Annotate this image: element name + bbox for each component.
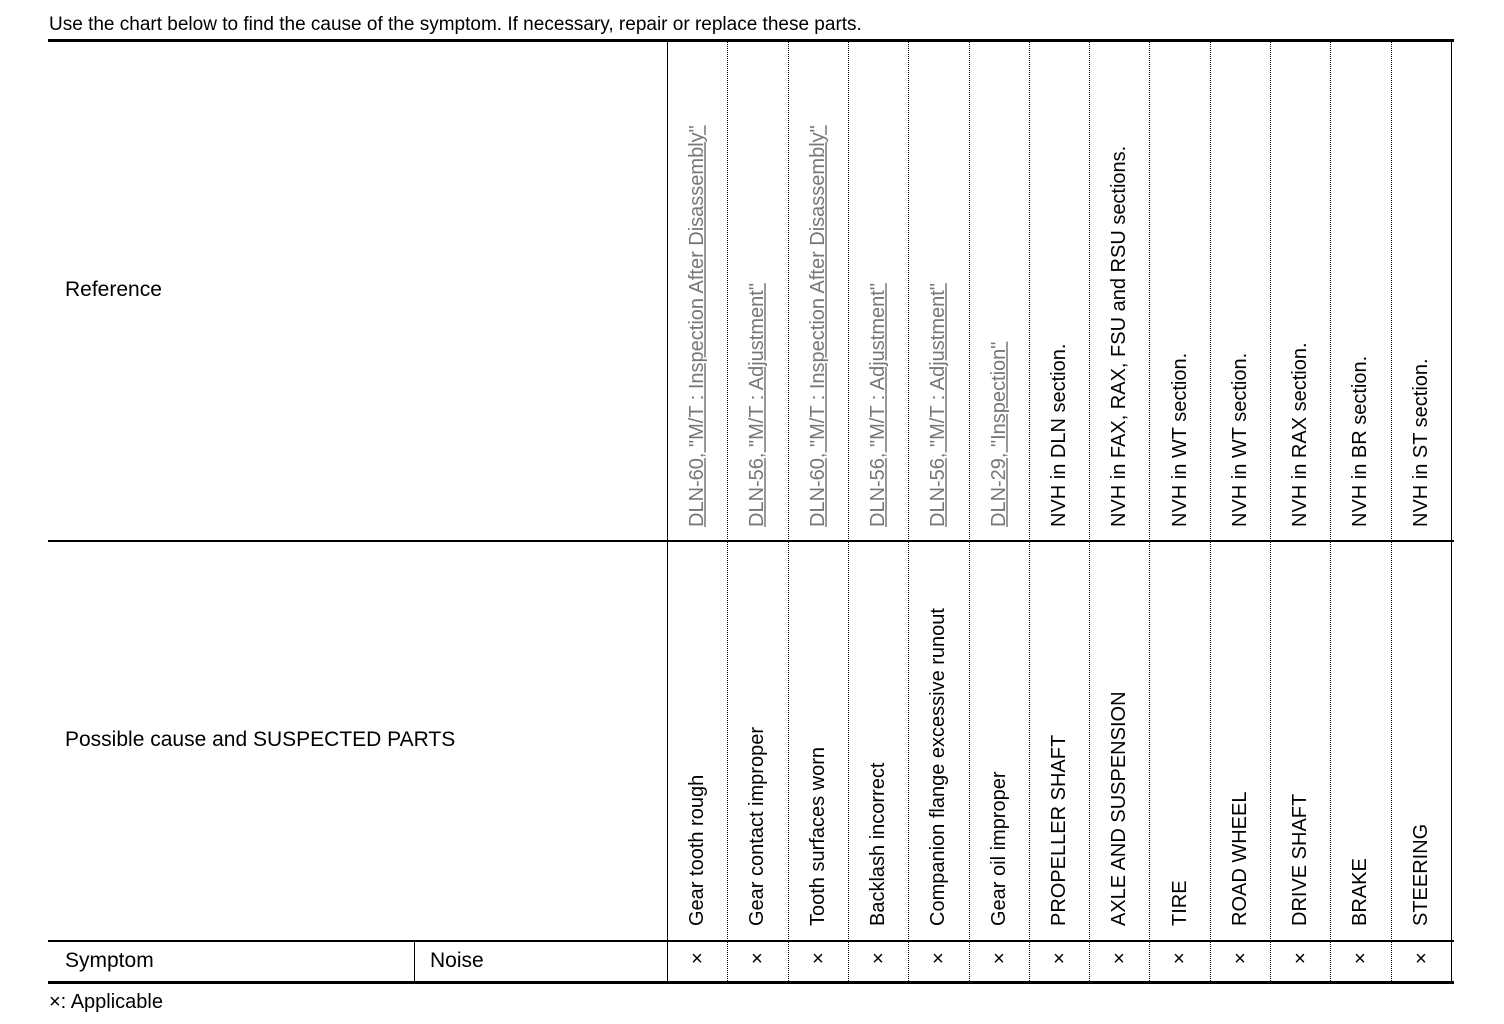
reference-row-label: Reference xyxy=(65,278,162,301)
cause-cell: Gear contact improper xyxy=(746,727,768,926)
applicable-mark: × xyxy=(1234,948,1246,970)
cause-cell: Companion flange excessive runout xyxy=(927,608,949,926)
reference-cell: NVH in WT section. xyxy=(1229,352,1251,527)
cause-cell: DRIVE SHAFT xyxy=(1289,793,1311,926)
reference-cell[interactable]: DLN-56, "M/T : Adjustment" xyxy=(867,283,889,527)
column-divider xyxy=(969,41,970,983)
applicable-mark: × xyxy=(1113,948,1125,970)
column-divider xyxy=(1391,41,1392,983)
reference-cell[interactable]: DLN-56, "M/T : Adjustment" xyxy=(746,283,768,527)
column-divider xyxy=(848,41,849,983)
intro-text: Use the chart below to find the cause of the symptom. If necessary, repair or replace these parts. xyxy=(49,14,862,35)
cause-cell: ROAD WHEEL xyxy=(1229,791,1251,926)
applicable-mark: × xyxy=(932,948,944,970)
column-divider xyxy=(1330,41,1331,983)
footnote: ×: Applicable xyxy=(49,991,163,1013)
reference-cell[interactable]: DLN-29, "Inspection" xyxy=(988,341,1010,527)
table-bottom-rule xyxy=(48,981,1454,984)
reference-cell[interactable]: DLN-60, "M/T : Inspection After Disassembly" xyxy=(807,125,829,527)
column-divider xyxy=(788,41,789,983)
applicable-mark: × xyxy=(1294,948,1306,970)
applicable-mark: × xyxy=(1173,948,1185,970)
table-top-rule xyxy=(48,39,1454,42)
symptom-value: Noise xyxy=(430,949,484,972)
symptom-label: Symptom xyxy=(65,949,154,972)
column-divider xyxy=(1089,41,1090,983)
reference-cell: NVH in RAX section. xyxy=(1289,342,1311,527)
column-divider xyxy=(727,41,728,983)
column-divider xyxy=(667,41,668,983)
cause-cell: Tooth surfaces worn xyxy=(807,747,829,926)
column-divider xyxy=(908,41,909,983)
reference-cell: NVH in BR section. xyxy=(1349,355,1371,527)
cause-cell: PROPELLER SHAFT xyxy=(1048,734,1070,926)
applicable-mark: × xyxy=(1415,948,1427,970)
reference-cell[interactable]: DLN-60, "M/T : Inspection After Disassembly" xyxy=(686,125,708,527)
reference-cell[interactable]: DLN-56, "M/T : Adjustment" xyxy=(927,283,949,527)
reference-cell: NVH in WT section. xyxy=(1169,352,1191,527)
column-divider xyxy=(1210,41,1211,983)
cause-row-label: Possible cause and SUSPECTED PARTS xyxy=(65,728,456,751)
applicable-mark: × xyxy=(751,948,763,970)
applicable-mark: × xyxy=(691,948,703,970)
cause-cell: BRAKE xyxy=(1349,858,1371,926)
cause-cell: AXLE AND SUSPENSION xyxy=(1108,691,1130,926)
cause-cell: Backlash incorrect xyxy=(867,762,889,926)
column-divider xyxy=(1029,41,1030,983)
symptom-cell-divider xyxy=(414,941,415,982)
applicable-mark: × xyxy=(1354,948,1366,970)
column-divider xyxy=(1270,41,1271,983)
cause-cell: Gear tooth rough xyxy=(686,774,708,926)
applicable-mark: × xyxy=(812,948,824,970)
column-divider xyxy=(1451,41,1452,983)
applicable-mark: × xyxy=(872,948,884,970)
applicable-mark: × xyxy=(993,948,1005,970)
column-divider xyxy=(1149,41,1150,983)
cause-cell: TIRE xyxy=(1169,880,1191,926)
symptom-divider xyxy=(48,940,1454,942)
reference-cell: NVH in DLN section. xyxy=(1048,343,1070,527)
reference-cell: NVH in ST section. xyxy=(1410,358,1432,527)
reference-divider xyxy=(48,540,1454,542)
reference-cell: NVH in FAX, RAX, FSU and RSU sections. xyxy=(1108,145,1130,527)
applicable-mark: × xyxy=(1053,948,1065,970)
cause-cell: Gear oil improper xyxy=(988,771,1010,926)
cause-cell: STEERING xyxy=(1410,823,1432,926)
